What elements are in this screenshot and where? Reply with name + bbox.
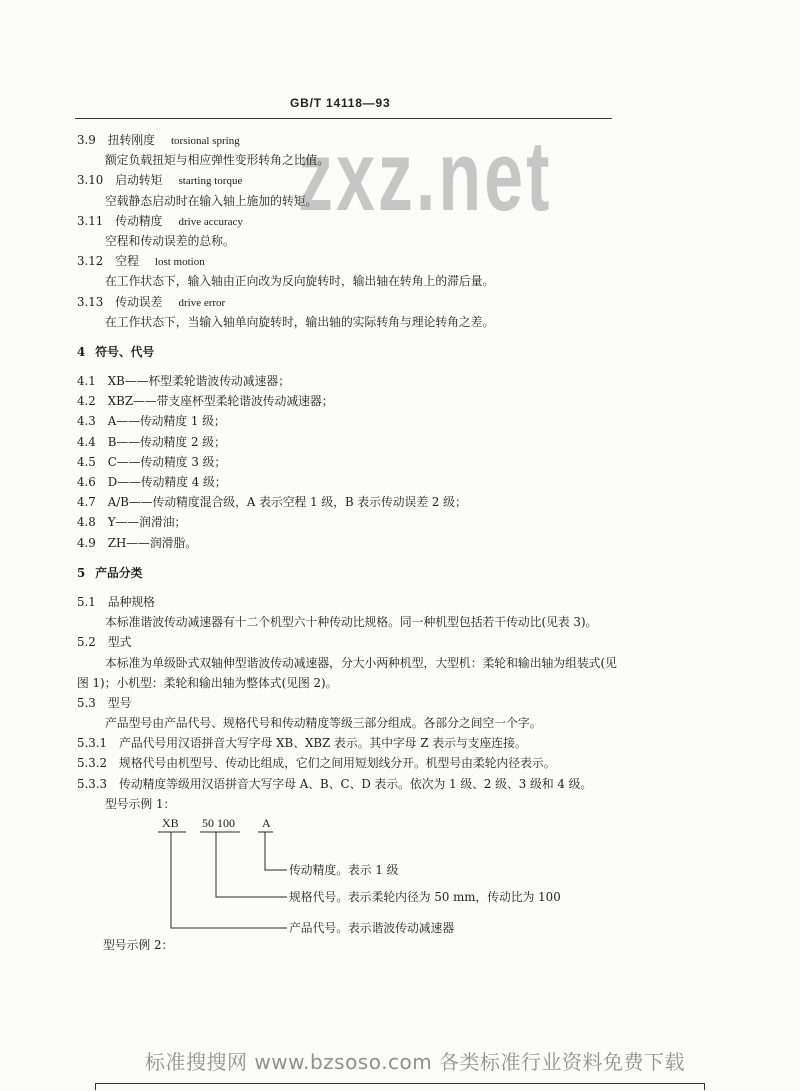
section-title: 产品分类 [95,565,143,580]
term-english: drive error [178,296,226,309]
clause-number: 5.3.2 [77,756,108,771]
document-code-header: GB/T 14118—93 [290,96,391,110]
symbol-item [77,432,637,452]
clause-text: 传动精度等级用汉语拼音大写字母 A、B、C、D 表示。依次为 1 级、2 级、3 级和 4 级。 [119,776,593,791]
symbol-item [77,411,637,431]
spec-leader-line [216,832,287,897]
symbol-item [77,452,637,472]
clause-number: 3.11 [77,213,104,228]
clause-number: 5.2 [77,635,96,650]
site-watermark: zxz.net [298,120,553,232]
term-heading [77,170,637,190]
clause-number: 5.3.3 [77,776,108,791]
term-chinese: 传动精度 [115,213,163,228]
clause-number: 4.4 [77,434,96,449]
term-english: starting torque [178,175,243,188]
spec-note: 规格代号。表示柔轮内径为 50 mm，传动比为 100 [289,890,561,904]
term-heading [77,292,637,312]
subclause-item [77,774,637,794]
clause-text: ZH——润滑脂。 [107,535,198,550]
clause-number: 5.3.1 [77,736,108,751]
clause-number: 4.7 [77,495,96,510]
example-product-code: XB [162,816,179,830]
product-note: 产品代号。表示谐波传动减速器 [289,921,455,935]
term-chinese: 传动误差 [115,294,163,309]
clause-text: 规格代号由机型号、传动比组成，它们之间用短划线分开。机型号由柔轮内径表示。 [119,756,556,771]
section-title: 符号、代号 [95,344,155,359]
footer-watermark: 标准搜搜网 www.bzsoso.com 各类标准行业资料免费下载 [145,1050,686,1074]
symbol-item [77,472,637,492]
clause-text: Y——润滑油； [107,515,187,530]
page-body [77,130,637,814]
clause-number: 5.3 [77,695,96,710]
clause-number: 4.3 [77,414,96,429]
clause-number: 3.12 [77,254,104,269]
term-english: torsional spring [170,135,240,147]
footer-frame [95,1083,705,1090]
section-heading [77,342,637,362]
paragraph-line: 图 1)；小机型：柔轮和输出轴为整体式(见图 2)。 [77,675,338,690]
clause-number: 4.8 [77,515,96,530]
term-definition: 空程和传动误差的总称。 [105,233,235,248]
term-chinese: 空程 [115,254,139,269]
term-heading [77,211,637,231]
grade-note: 传动精度。表示 1 级 [289,863,399,877]
term-chinese: 扭转刚度 [107,133,155,147]
example-1-label: 型号示例 1： [105,796,176,811]
term-definition: 在工作状态下，输入轴由正向改为反向旋转时，输出轴在转角上的滞后量。 [105,274,495,289]
example-spec-code: 50 100 [202,816,235,830]
clause-number: 3.10 [77,173,104,188]
symbol-item [77,533,637,553]
paragraph-line: 产品型号由产品代号、规格代号和传动精度等级三部分组成。各部分之间空一个字。 [105,716,542,731]
term-chinese: 启动转矩 [115,173,163,188]
symbol-item [77,371,637,391]
subclause-title: 型号 [107,695,132,710]
term-definition: 额定负载扭矩与相应弹性变形转角之比值。 [105,153,330,168]
clause-text: B——传动精度 2 级； [107,434,226,449]
clause-number: 3.13 [77,294,104,309]
subclause-title: 型式 [107,635,132,650]
clause-number: 3.9 [77,133,96,147]
clause-text: D——传动精度 4 级； [107,475,227,489]
example-2-label: 型号示例 2： [103,938,174,952]
term-heading [77,251,637,271]
term-english: lost motion [154,256,205,269]
clause-number: 4.2 [77,394,96,409]
clause-number: 5.1 [77,594,96,609]
symbol-item [77,512,637,532]
subclause-item [77,733,637,753]
paragraph-line: 本标准为单级卧式双轴伸型谐波传动减速器，分大小两种机型，大型机：柔轮和输出轴为组装式(见 [105,655,617,670]
symbol-item [77,391,637,411]
clause-text: 产品代号用汉语拼音大写字母 XB、XBZ 表示。其中字母 Z 表示与支座连接。 [119,736,527,751]
clause-text: XB——杯型柔轮谐波传动减速器； [107,374,290,389]
term-definition: 在工作状态下，当输入轴单向旋转时，输出轴的实际转角与理论转角之差。 [105,314,495,329]
subclause-item [77,753,637,773]
product-leader-line [171,832,287,928]
clause-text: XBZ——带支座杯型柔轮谐波传动减速器； [107,394,334,409]
header-rule [75,118,612,119]
clause-number: 4.1 [77,374,96,389]
term-heading [77,130,637,150]
clause-number: 4.5 [77,454,96,469]
symbol-item [77,492,637,512]
subclause-heading [77,693,637,713]
designation-leader-lines [150,825,300,935]
section-number: 5 [77,565,86,580]
subclause-title: 品种规格 [107,594,155,609]
clause-text: A/B——传动精度混合级，A 表示空程 1 级，B 表示传动误差 2 级； [107,495,467,510]
term-definition: 空载静态启动时在输入轴上施加的转矩。 [105,193,318,208]
subclause-heading [77,632,637,652]
term-english: drive accuracy [178,215,243,228]
grade-leader-line [265,832,287,870]
clause-number: 4.6 [77,475,96,489]
clause-text: A——传动精度 1 级； [107,414,226,429]
paragraph-line: 本标准谐波传动减速器有十二个机型六十种传动比规格。同一种机型包括若干传动比(见表 3)。 [105,615,598,630]
section-number: 4 [77,344,86,359]
example-grade-code: A [262,816,271,830]
section-heading [77,563,637,583]
clause-text: C——传动精度 3 级； [107,454,227,469]
clause-number: 4.9 [77,535,96,550]
subclause-heading [77,592,637,612]
